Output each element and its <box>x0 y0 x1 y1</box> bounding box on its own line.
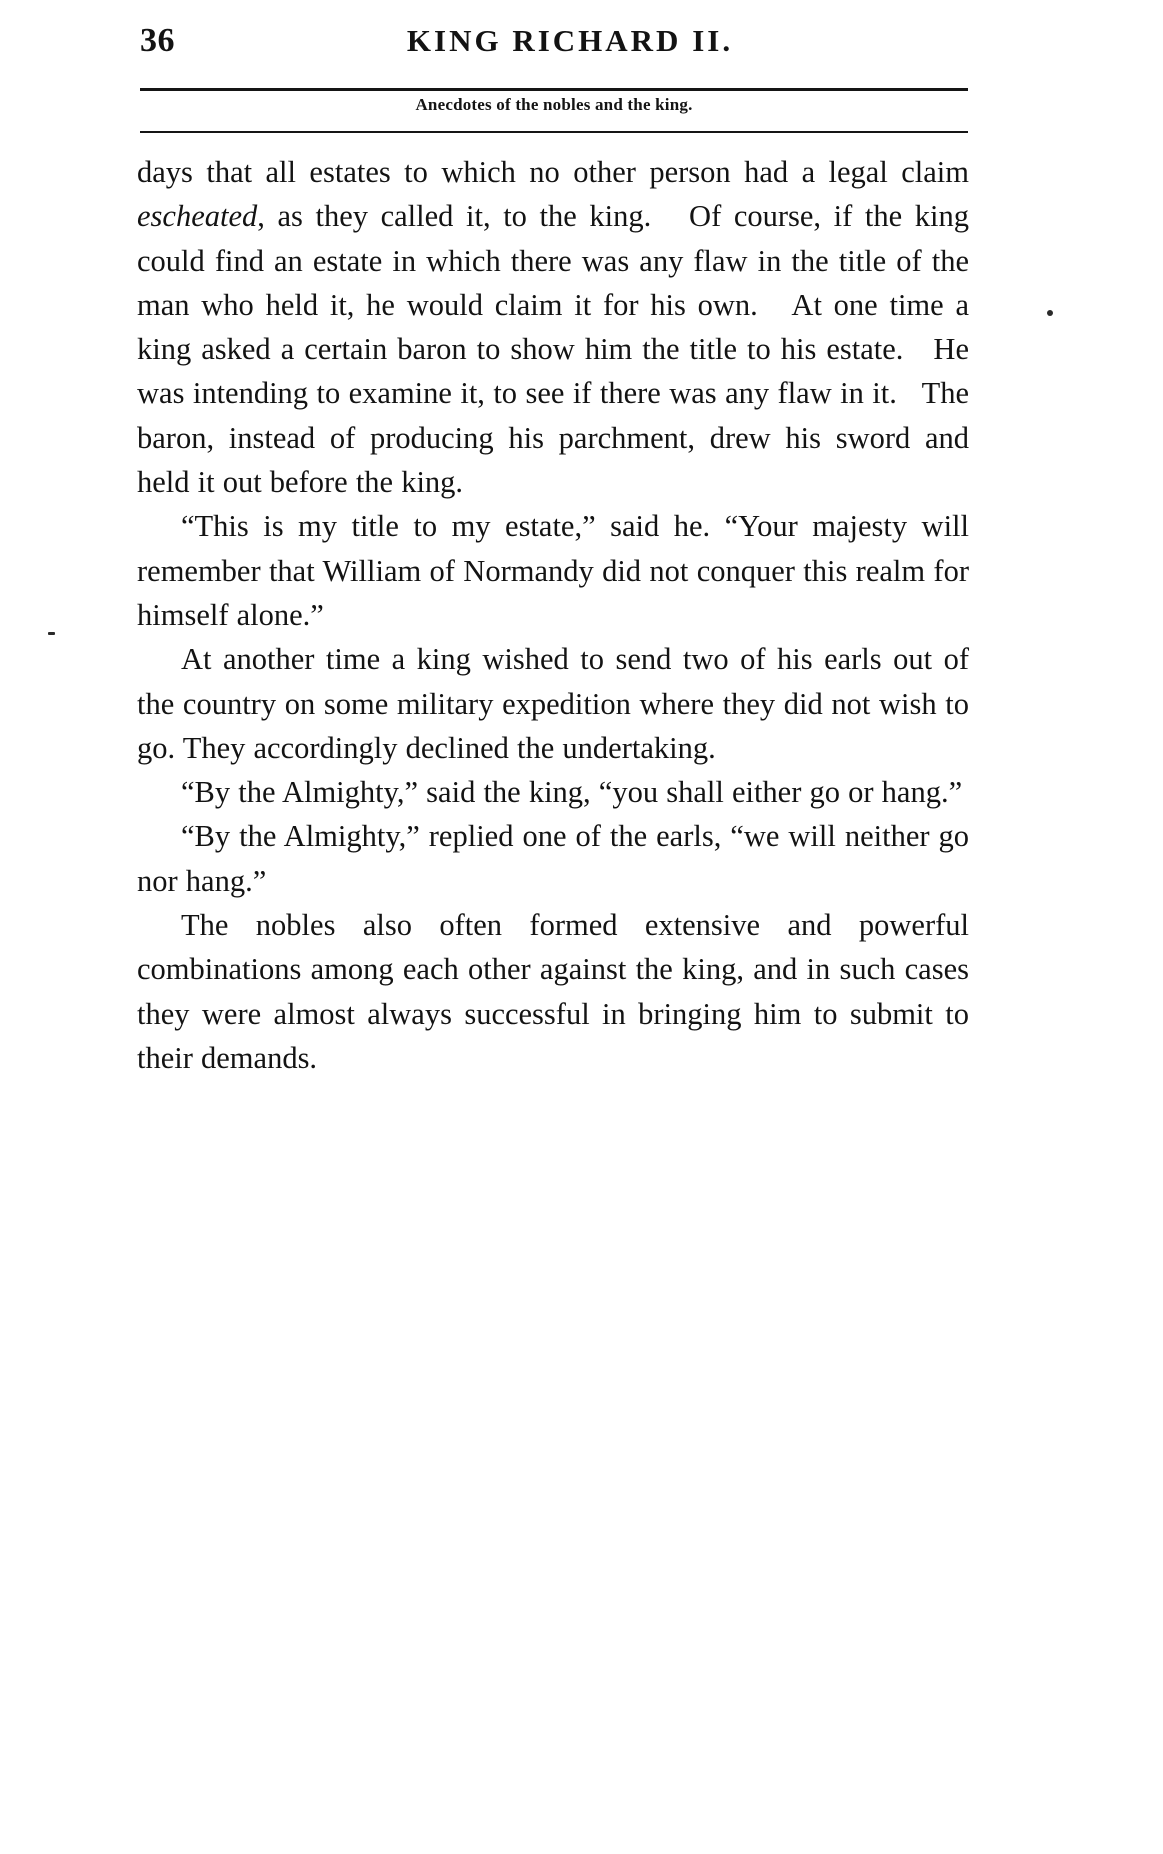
paragraph-4: “By the Almighty,” said the king, “you shall either go or hang.” <box>181 775 963 810</box>
italic-term: escheated <box>137 199 258 234</box>
paragraph-1-part-a: days that all estates to which no other person had a legal claim <box>137 155 969 189</box>
paragraph-5: “By the Almighty,” replied one of the earls, “we will neither go nor hang.” <box>137 819 969 898</box>
paragraph-2: “This is my title to my estate,” said he. “Your majesty will remember that William of Normandy did not conquer this realm for himself alone.” <box>137 509 969 632</box>
body-text <box>137 150 969 1080</box>
page-number: 36 <box>140 22 175 59</box>
page-header <box>140 22 970 70</box>
header-rule-bottom <box>140 131 968 133</box>
paragraph-1-part-b: , as they called it, to the king. Of course, if the king could find an estate in which there was any flaw in the title of the man who held it, he would claim it for his own. At one time a king asked a certain baron to show him the title to his estate. He was intending to examine it, to see if there was any flaw in it. The baron, instead of producing his parchment, drew his sword and held it out before the king. <box>137 199 969 500</box>
page-speck-left <box>48 632 55 635</box>
paragraph-3: At another time a king wished to send two of his earls out of the country on some military expedition where they did not wish to go. They accordingly declined the undertaking. <box>137 642 969 765</box>
running-title: KING RICHARD II. <box>406 23 734 58</box>
header-rule-top <box>140 88 968 91</box>
page-speck-right <box>1047 310 1053 316</box>
paragraph-1 <box>137 150 969 504</box>
section-subheading: Anecdotes of the nobles and the king. <box>415 95 693 114</box>
paragraph-6: The nobles also often formed extensive and powerful combinations among each other against the king, and in such cases they were almost always successful in bringing him to submit to their demands. <box>137 908 969 1075</box>
